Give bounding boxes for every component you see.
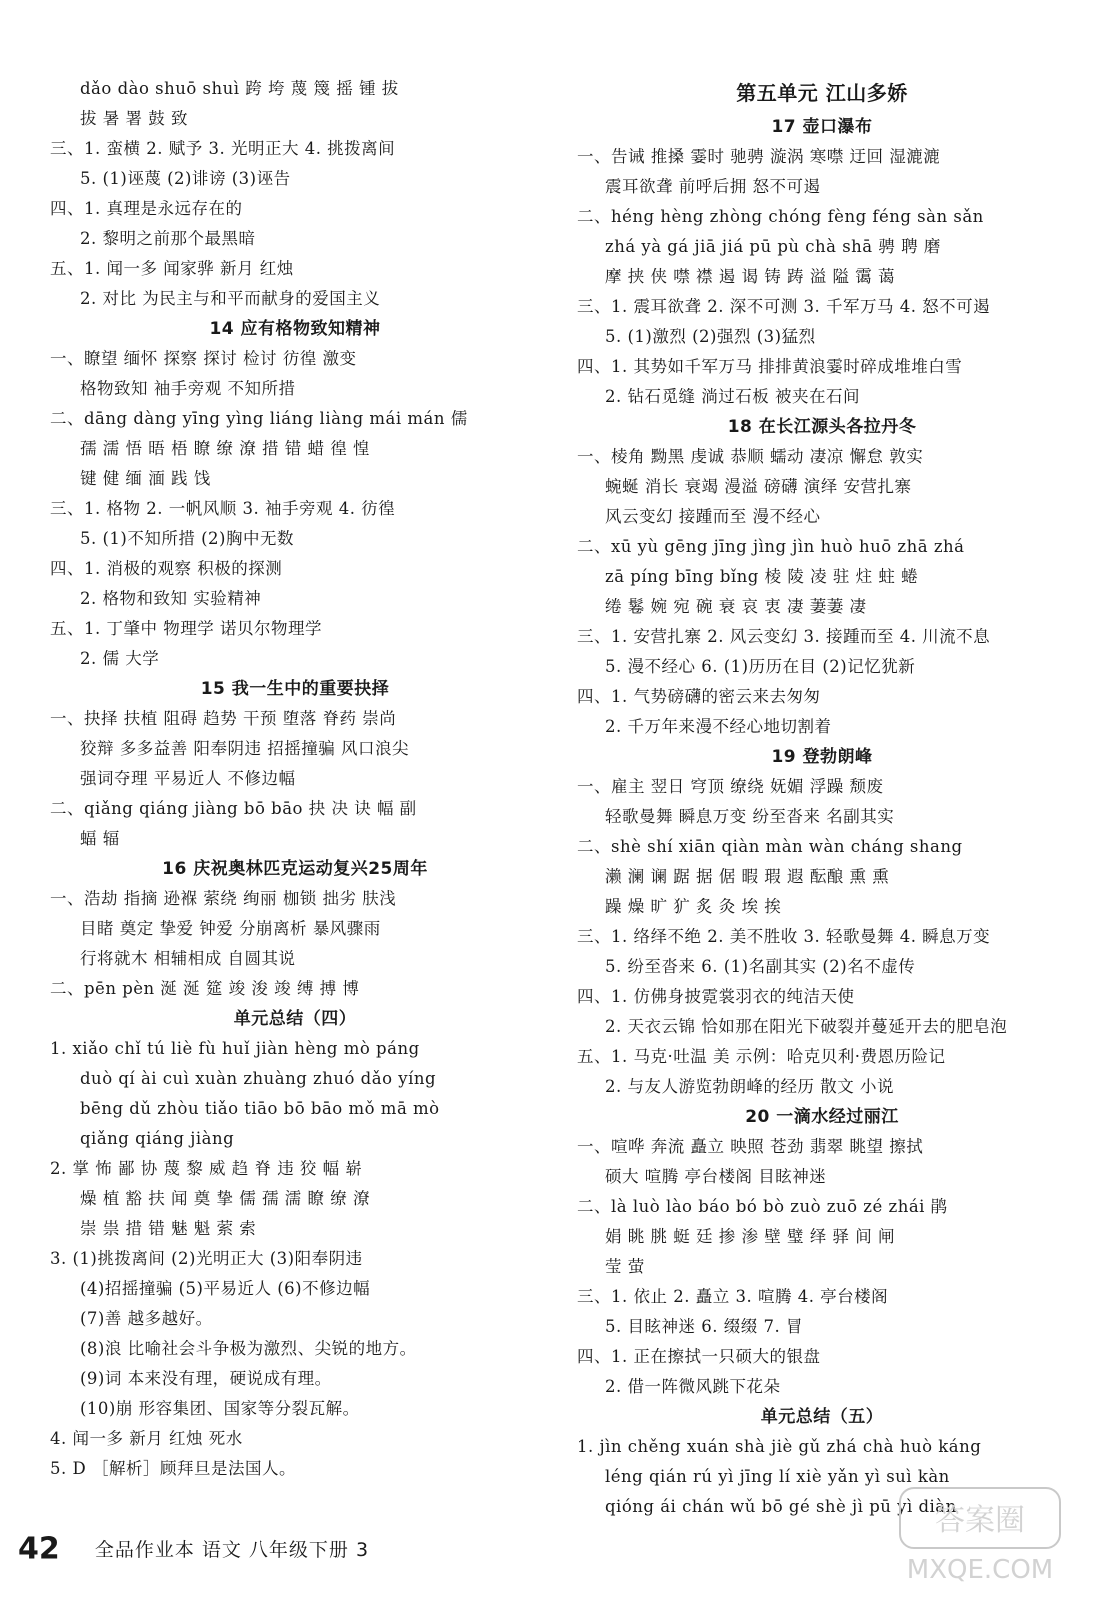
right-column — [577, 74, 1067, 1522]
section-heading: 单元总结（四） — [233, 1009, 357, 1029]
section-heading: 15 我一生中的重要抉择 — [200, 679, 390, 699]
answer-line: 蜿蜒 消长 衰竭 漫溢 磅礴 演绎 安营扎寨 — [605, 477, 912, 496]
answer-line: (8)浪 比喻社会斗争极为激烈、尖锐的地方。 — [80, 1339, 417, 1358]
answer-line: 3. (1)挑拨离间 (2)光明正大 (3)阳奉阴违 — [50, 1249, 363, 1268]
answer-line: 一、喧哗 奔流 矗立 映照 苍劲 翡翠 眺望 擦拭 — [577, 1137, 924, 1156]
answer-line: 五、1. 马克·吐温 美 示例：哈克贝利·费恩历险记 — [577, 1047, 946, 1066]
answer-line: qiǎng qiáng jiàng — [80, 1129, 235, 1148]
answer-line: 2. 借一阵微风跳下花朵 — [605, 1377, 781, 1396]
answer-line: 2. 与友人游览勃朗峰的经历 散文 小说 — [605, 1077, 894, 1096]
section-heading: 第五单元 江山多娇 — [736, 81, 908, 105]
answer-line: 2. 格物和致知 实验精神 — [80, 589, 262, 608]
answer-line: 娟 眺 朓 蜓 廷 掺 渗 壁 璧 绎 驿 间 闸 — [605, 1227, 895, 1246]
page-footer — [18, 1527, 369, 1571]
answer-line: 1. jìn chěng xuán shà jiè gǔ zhá chà huò káng — [577, 1437, 982, 1456]
answer-line: 5. (1)不知所措 (2)胸中无数 — [80, 529, 294, 548]
answer-line: (4)招摇撞骗 (5)平易近人 (6)不修边幅 — [80, 1279, 371, 1298]
answer-line: 强词夺理 平易近人 不修边幅 — [80, 769, 296, 788]
answer-line: 躁 燥 旷 犷 炙 灸 埃 挨 — [605, 897, 782, 916]
answer-line: 震耳欲聋 前呼后拥 怒不可遏 — [605, 177, 821, 196]
watermark-text: 答案圈 — [935, 1503, 1025, 1538]
answer-line: 一、棱角 黝黑 虔诚 恭顺 蠕动 凄凉 懈怠 敦实 — [577, 447, 924, 466]
answer-line: 四、1. 消极的观察 积极的探测 — [50, 559, 283, 578]
answer-line: 5. (1)诬蔑 (2)诽谤 (3)诬告 — [80, 169, 291, 188]
answer-line: 二、là luò lào báo bó bò zuò zuō zé zhái 鹃 — [577, 1197, 948, 1216]
answer-line: (9)词 本来没有理，硬说成有理。 — [80, 1369, 332, 1388]
answer-line: 二、xū yù gēng jīng jìng jìn huò huō zhā zhá — [577, 537, 965, 556]
answer-line: 摩 挟 侠 噤 襟 遏 谒 铸 踌 溢 隘 霭 蔼 — [605, 267, 895, 286]
answer-line: zhá yà gá jiā jiá pū pù chà shā 骋 聘 磨 — [605, 237, 941, 256]
answer-line: 二、qiǎng qiáng jiàng bō bāo 抉 决 诀 幅 副 — [50, 799, 417, 818]
answer-line: 崇 祟 措 错 魅 魁 萦 索 — [80, 1219, 257, 1238]
answer-line: 一、雇主 翌日 穹顶 缭绕 妩媚 浮躁 颓废 — [577, 777, 884, 796]
answer-line: 行将就木 相辅相成 自圆其说 — [80, 949, 296, 968]
answer-line: 2. 对比 为民主与和平而献身的爱国主义 — [80, 289, 381, 308]
answer-line: 2. 千万年来漫不经心地切割着 — [605, 717, 832, 736]
answer-line: duò qí ài cuì xuàn zhuàng zhuó dǎo yíng — [80, 1069, 437, 1088]
answer-line: 二、pēn pèn 涎 涎 筵 竣 浚 竣 缚 搏 博 — [50, 979, 360, 998]
answer-line: 绻 鬈 婉 宛 碗 衰 哀 衷 凄 萋萋 凄 — [605, 597, 867, 616]
section-heading: 17 壶口瀑布 — [771, 117, 873, 137]
answer-line: 一、瞭望 缅怀 探察 探讨 检讨 彷徨 激变 — [50, 349, 357, 368]
answer-line: bēng dǔ zhòu tiǎo tiāo bō bāo mǒ mā mò — [80, 1099, 440, 1118]
answer-line: dǎo dào shuō shuì 跨 垮 蔑 篾 摇 锺 拔 — [80, 79, 399, 98]
left-column — [50, 74, 540, 1484]
book-title: 全品作业本 语文 八年级下册 3 — [94, 1538, 370, 1561]
answer-line: léng qián rú yì jīng lí xiè yǎn yì suì kàn — [605, 1467, 950, 1486]
section-heading: 19 登勃朗峰 — [771, 747, 873, 767]
answer-line: 二、shè shí xiān qiàn màn wàn cháng shang — [577, 837, 963, 856]
answer-line: 狡辩 多多益善 阳奉阴违 招摇撞骗 风口浪尖 — [80, 739, 409, 758]
answer-line: 五、1. 闻一多 闻家骅 新月 红烛 — [50, 259, 294, 278]
page-number: 42 — [18, 1531, 60, 1567]
answer-line: 孺 濡 悟 晤 梧 瞭 缭 潦 措 错 蜡 徨 惶 — [80, 439, 370, 458]
answer-line: 硕大 喧腾 亭台楼阁 目眩神迷 — [605, 1167, 827, 1186]
answer-line: 四、1. 其势如千军万马 排排黄浪霎时碎成堆堆白雪 — [577, 357, 963, 376]
answer-line: qióng ái chán wǔ bō gé shè jì pū yì diàn — [605, 1497, 957, 1516]
answer-line: 三、1. 络绎不绝 2. 美不胜收 3. 轻歌曼舞 4. 瞬息万变 — [577, 927, 991, 946]
answer-line: zā píng bīng bǐng 棱 陵 凌 驻 炷 蛀 蜷 — [605, 567, 919, 586]
answer-line: (10)崩 形容集团、国家等分裂瓦解。 — [80, 1399, 360, 1418]
section-heading: 16 庆祝奥林匹克运动复兴25周年 — [162, 859, 428, 879]
answer-line: 二、dāng dàng yīng yìng liáng liàng mái mán 儒 — [50, 409, 468, 428]
section-heading: 18 在长江源头各拉丹冬 — [727, 417, 917, 437]
answer-line: 五、1. 丁肇中 物理学 诺贝尔物理学 — [50, 619, 322, 638]
answer-line: 风云变幻 接踵而至 漫不经心 — [605, 507, 821, 526]
answer-line: 5. D ［解析］顾拜旦是法国人。 — [50, 1459, 296, 1478]
section-heading: 20 一滴水经过丽江 — [745, 1107, 899, 1127]
answer-line: 2. 钻石觅缝 淌过石板 被夹在石间 — [605, 387, 860, 406]
answer-line: 目睹 奠定 挚爱 钟爱 分崩离析 暴风骤雨 — [80, 919, 381, 938]
answer-line: 一、浩劫 指摘 逊褓 萦绕 绚丽 枷锁 拙劣 肤浅 — [50, 889, 397, 908]
answer-line: 四、1. 真理是永远存在的 — [50, 199, 243, 218]
answer-line: 一、告诫 推搡 霎时 驰骋 漩涡 寒噤 迂回 湿漉漉 — [577, 147, 941, 166]
answer-line: 四、1. 仿佛身披霓裳羽衣的纯洁天使 — [577, 987, 855, 1006]
answer-line: 5. 漫不经心 6. (1)历历在目 (2)记忆犹新 — [605, 657, 916, 676]
watermark-logo — [880, 1478, 1080, 1588]
answer-line: 三、1. 格物 2. 一帆风顺 3. 袖手旁观 4. 彷徨 — [50, 499, 396, 518]
answer-line: 三、1. 安营扎寨 2. 风云变幻 3. 接踵而至 4. 川流不息 — [577, 627, 991, 646]
answer-line: 一、抉择 扶植 阻碍 趋势 干预 堕落 脊药 崇尚 — [50, 709, 397, 728]
answer-line: 三、1. 震耳欲聋 2. 深不可测 3. 千军万马 4. 怒不可遏 — [577, 297, 991, 316]
section-heading: 单元总结（五） — [760, 1407, 884, 1427]
section-heading: 14 应有格物致知精神 — [209, 319, 381, 339]
answer-line: 2. 掌 怖 鄙 协 蔑 黎 威 趋 脊 违 狡 幅 崭 — [50, 1159, 363, 1178]
answer-line: 三、1. 依止 2. 矗立 3. 喧腾 4. 亭台楼阁 — [577, 1287, 889, 1306]
answer-line: 5. 纷至沓来 6. (1)名副其实 (2)名不虚传 — [605, 957, 916, 976]
answer-line: 5. (1)激烈 (2)强烈 (3)猛烈 — [605, 327, 816, 346]
answer-line: 拔 暑 署 鼓 致 — [80, 109, 188, 128]
answer-line: 莹 萤 — [605, 1257, 645, 1276]
answer-line: 四、1. 气势磅礴的密云来去匆匆 — [577, 687, 821, 706]
answer-line: 濑 澜 谰 踞 据 倨 暇 瑕 遐 酝酿 熏 熏 — [605, 867, 890, 886]
answer-line: 2. 儒 大学 — [80, 649, 160, 668]
answer-line: 蝠 辐 — [80, 829, 120, 848]
answer-line: 三、1. 蛮横 2. 赋予 3. 光明正大 4. 挑拨离间 — [50, 139, 396, 158]
answer-line: 2. 天衣云锦 恰如那在阳光下破裂并蔓延开去的肥皂泡 — [605, 1017, 1008, 1036]
answer-line: 2. 黎明之前那个最黑暗 — [80, 229, 256, 248]
answer-line: 1. xiǎo chǐ tú liè fù huǐ jiàn hèng mò páng — [50, 1039, 420, 1058]
answer-line: 键 健 缅 湎 践 饯 — [80, 469, 211, 488]
answer-line: 格物致知 袖手旁观 不知所措 — [80, 379, 296, 398]
answer-line: 轻歌曼舞 瞬息万变 纷至沓来 名副其实 — [605, 807, 895, 826]
answer-line: 二、héng hèng zhòng chóng fèng féng sàn sǎn — [577, 207, 984, 226]
answer-line: 5. 目眩神迷 6. 缀缀 7. 冒 — [605, 1317, 803, 1336]
watermark-url: MXQE.COM — [906, 1555, 1054, 1585]
answer-line: 燥 植 豁 扶 闻 奠 挚 儒 孺 濡 瞭 缭 潦 — [80, 1189, 370, 1208]
answer-line: 四、1. 正在擦拭一只硕大的银盘 — [577, 1347, 821, 1366]
answer-line: 4. 闻一多 新月 红烛 死水 — [50, 1429, 243, 1448]
answer-line: (7)善 越多越好。 — [80, 1309, 213, 1328]
